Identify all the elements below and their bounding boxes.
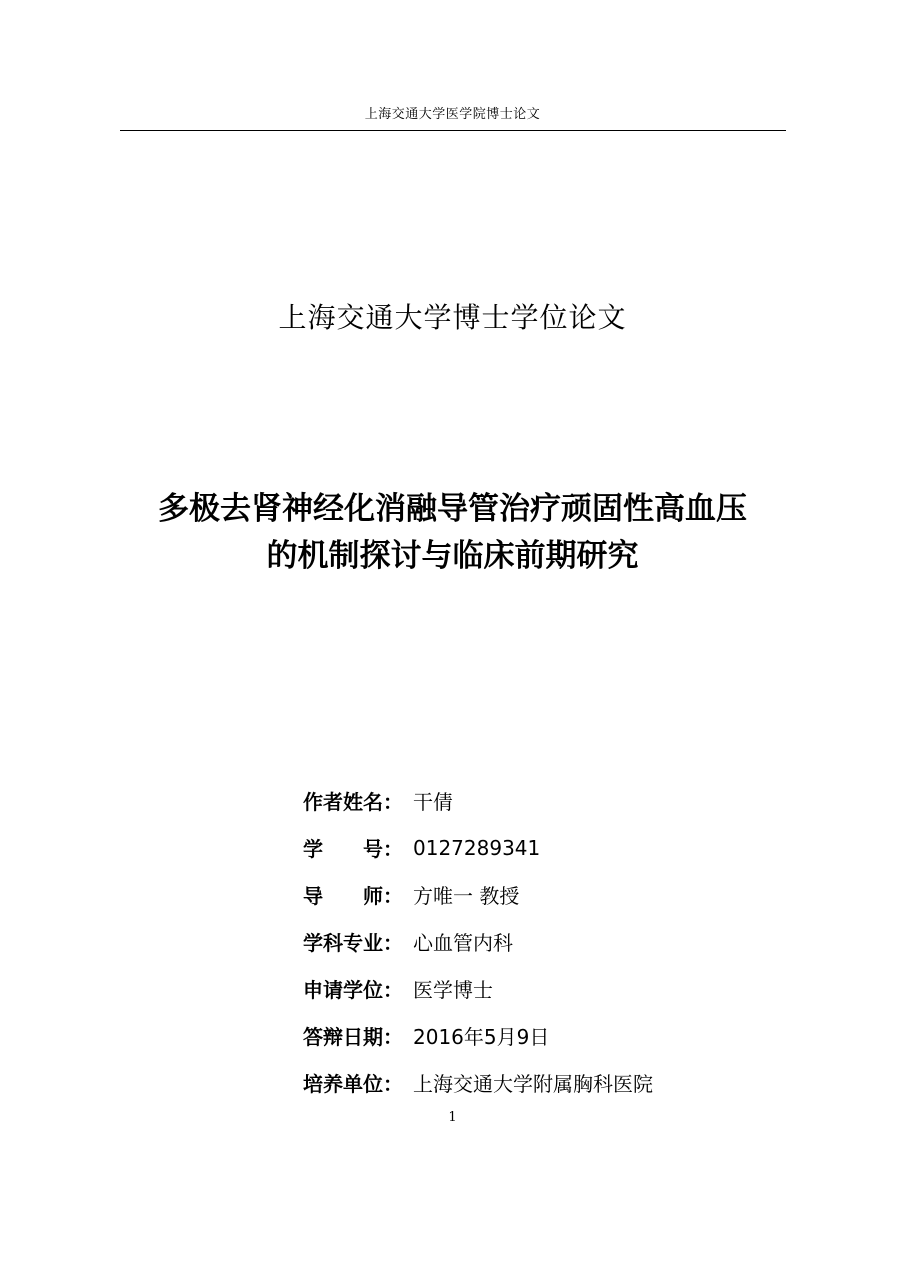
info-label: 学科专业： <box>303 931 403 955</box>
info-value: 心血管内科 <box>413 931 513 955</box>
info-label: 作者姓名： <box>303 790 403 814</box>
info-row-degree <box>303 965 783 1012</box>
thesis-title-line-1: 多极去肾神经化消融导管治疗顽固性高血压 <box>158 491 747 527</box>
page-number: 1 <box>448 1110 457 1125</box>
thesis-title <box>0 486 905 580</box>
info-row-major <box>303 918 783 965</box>
info-value: 方唯一 教授 <box>413 884 520 908</box>
info-label: 学 号： <box>303 837 403 861</box>
info-value: 0127289341 <box>413 835 541 860</box>
info-row-institution <box>303 1059 783 1106</box>
info-label: 申请学位： <box>303 978 403 1002</box>
author-info-list <box>303 777 783 1106</box>
info-row-author <box>303 777 783 824</box>
info-label: 导 师： <box>303 884 403 908</box>
university-title: 上海交通大学博士学位论文 <box>278 301 627 334</box>
info-row-defense-date <box>303 1012 783 1059</box>
info-value: 干倩 <box>413 790 453 814</box>
thesis-title-line-2: 的机制探讨与临床前期研究 <box>266 538 639 574</box>
info-value: 上海交通大学附属胸科医院 <box>413 1072 653 1096</box>
info-row-supervisor <box>303 871 783 918</box>
running-header: 上海交通大学医学院博士论文 <box>364 107 541 122</box>
info-row-student-id <box>303 824 783 871</box>
info-value: 2016年5月9日 <box>413 1025 550 1049</box>
info-value: 医学博士 <box>413 978 493 1002</box>
info-label: 培养单位： <box>303 1072 403 1096</box>
info-label: 答辩日期： <box>303 1025 403 1049</box>
header-divider <box>120 130 786 131</box>
